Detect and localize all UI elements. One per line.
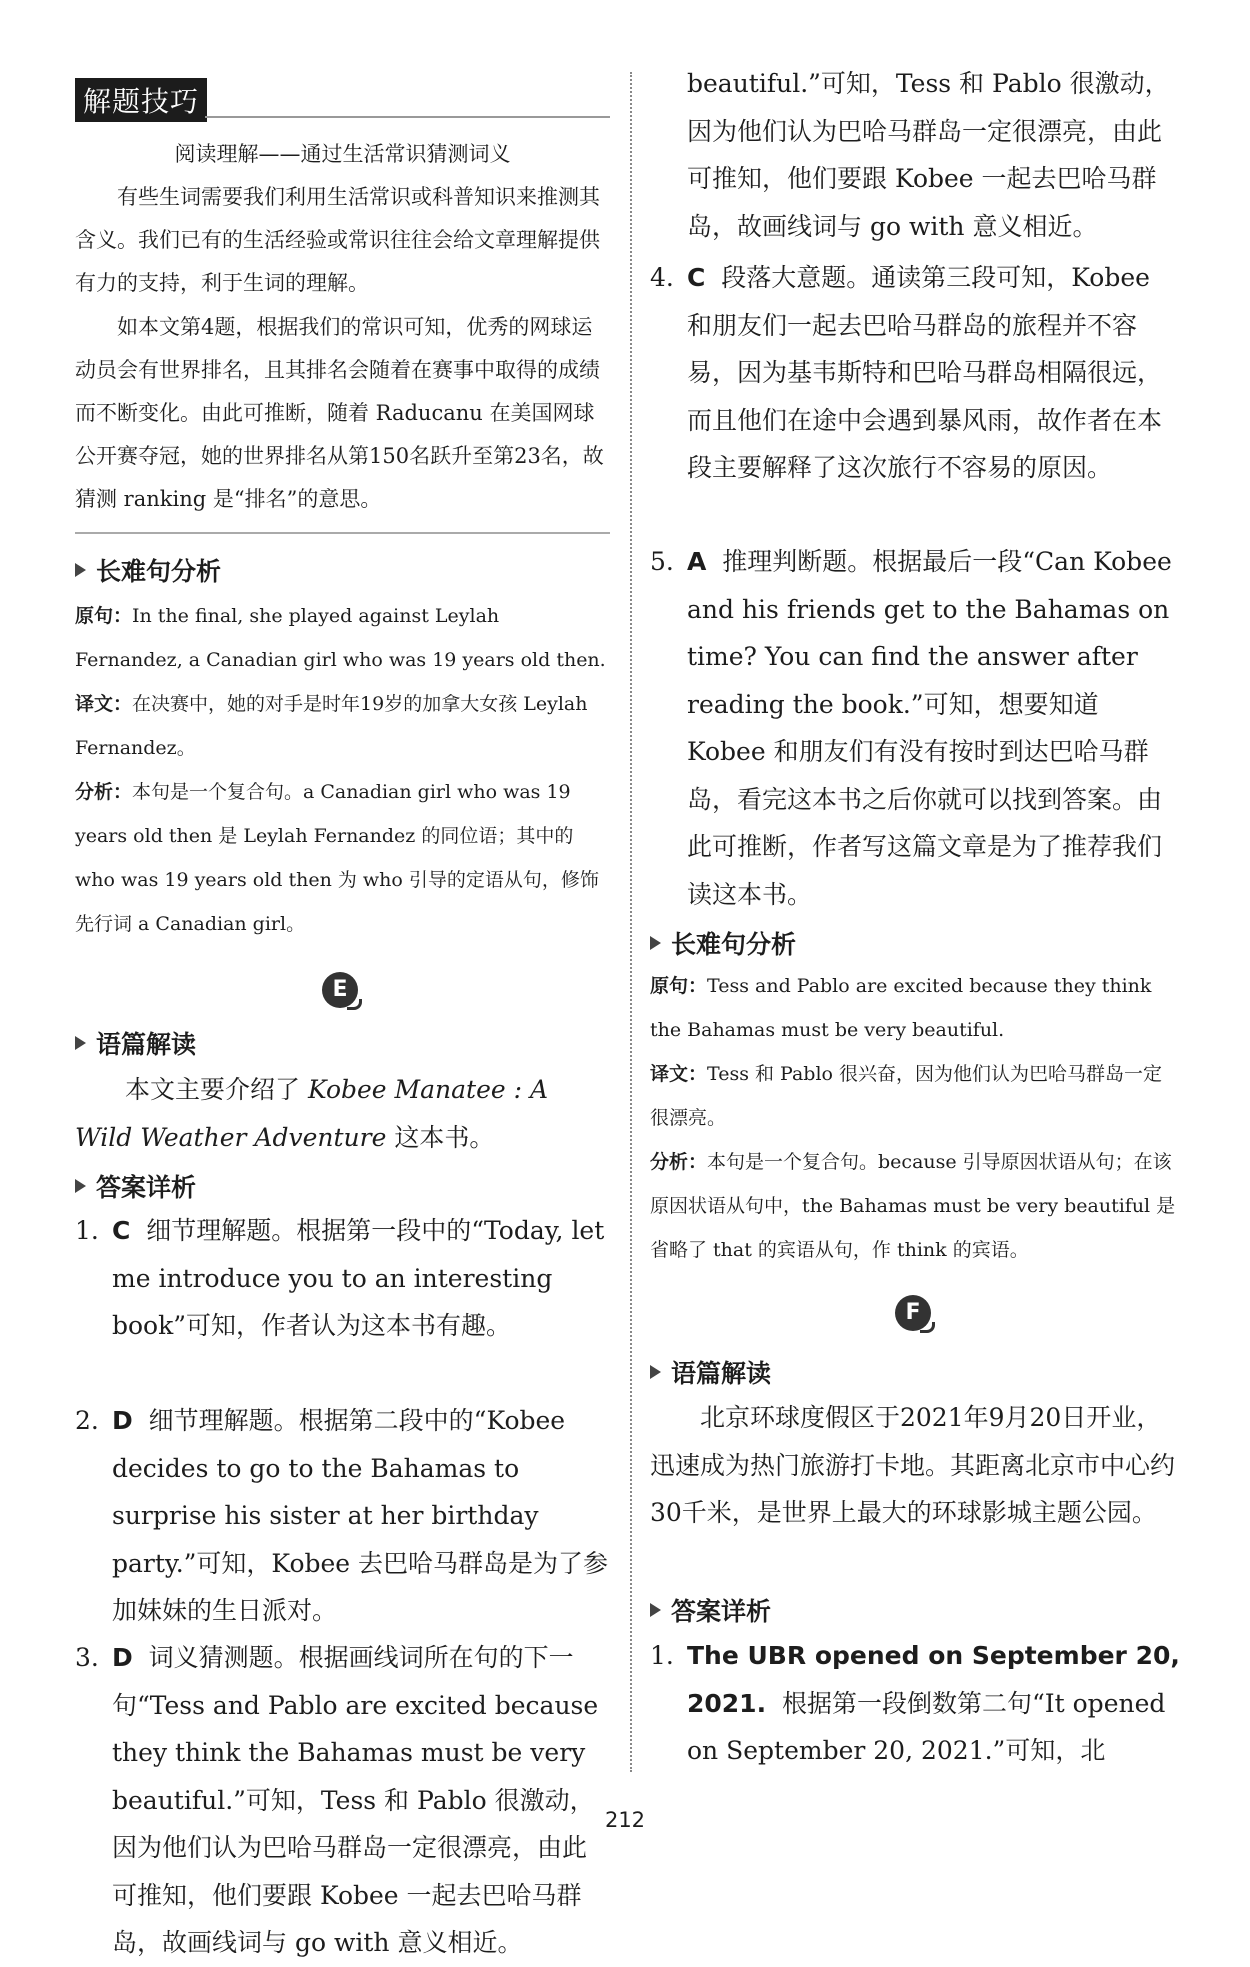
f-reading-heading: 语篇解读	[650, 1354, 771, 1390]
tip-header	[75, 78, 610, 122]
passage-e-badge: E	[322, 972, 358, 1008]
tip-paragraph-2: 如本文第4题，根据我们的常识可知，优秀的网球运动员会有世界排名，且其排名会随着在赛事中取得的成绩而不断变化。由此可推断，随着 Raducanu 在美国网球公开赛夺冠，她的世界排名从第150名跃升至第23名，故猜测 ranking 是“排名”的意思。	[75, 315, 604, 511]
e-answers-heading: 答案详析	[75, 1168, 196, 1204]
answer-item: 1. C 细节理解题。根据第一段中的“Today, let me introduce you to an interesting book”可知，作者认为这本书有趣。	[75, 1216, 605, 1340]
tip-paragraph-1: 有些生词需要我们利用生活常识或科普知识来推测其含义。我们已有的生活经验或常识往往会给文章理解提供有力的支持，利于生词的理解。	[75, 185, 600, 295]
book-title: Kobee Manatee : A Wild Weather Adventure	[75, 1075, 549, 1152]
answer-item: 3. D 词义猜测题。根据画线词所在句的下一句“Tess and Pablo are excited because they think the Bahamas must be very beautiful.”可知，Tess 和 Pablo 很激动，因为他们认为巴哈马群岛一定很漂亮，由此可推知，他们要跟 Kobee 一起去巴哈马群岛，故画线词与 go with 意义相近。	[75, 1643, 599, 1957]
answer-item-continued: beautiful.”可知，Tess 和 Pablo 很激动，因为他们认为巴哈马群岛一定很漂亮，由此可推知，他们要跟 Kobee 一起去巴哈马群岛，故画线词与 go with 意义相近。	[687, 69, 1170, 241]
right-translation: 译文：Tess 和 Pablo 很兴奋，因为他们认为巴哈马群岛一定很漂亮。	[650, 1063, 1163, 1129]
right-analysis: 分析：本句是一个复合句。because 引导原因状语从句；在该原因状语从句中，the Bahamas must be very beautiful 是省略了 that 的宾语从句，作 think 的宾语。	[650, 1151, 1176, 1261]
tip-label: 解题技巧	[75, 78, 207, 122]
f-reading-text: 北京环球度假区于2021年9月20日开业，迅速成为热门旅游打卡地。其距离北京市中心约30千米，是世界上最大的环球影城主题公园。	[650, 1403, 1176, 1527]
left-analysis: 分析：本句是一个复合句。a Canadian girl who was 19 years old then 是 Leylah Fernandez 的同位语；其中的 who was 19 years old then 为 who 引导的定语从句，修饰先行词 a Canadian girl。	[75, 781, 599, 935]
page-number: 212	[604, 1808, 646, 1832]
answer-item: 2. D 细节理解题。根据第二段中的“Kobee decides to go to the Bahamas to surprise his sister at her birthday party.”可知，Kobee 去巴哈马群岛是为了参加妹妹的生日派对。	[75, 1406, 609, 1625]
tip-bottom-rule	[75, 532, 610, 534]
answer-item: 5. A 推理判断题。根据最后一段“Can Kobee and his friends get to the Bahamas on time? You can find the answer after reading the book.”可知，想要知道 Kobee 和朋友们有没有按时到达巴哈马群岛，看完这本书之后你就可以找到答案。由此可推断，作者写这篇文章是为了推荐我们读这本书。	[650, 547, 1172, 909]
section-arrow-icon	[650, 1603, 661, 1617]
section-arrow-icon	[650, 1365, 661, 1379]
column-divider	[630, 72, 632, 1772]
right-sentence-heading: 长难句分析	[650, 925, 796, 961]
answer-item: 4. C 段落大意题。通读第三段可知，Kobee 和朋友们一起去巴哈马群岛的旅程并不容易，因为基韦斯特和巴哈马群岛相隔很远，而且他们在途中会遇到暴风雨，故作者在本段主要解释了这次旅行不容易的原因。	[650, 263, 1163, 482]
tip-subtitle: 阅读理解——通过生活常识猜测词义	[174, 142, 511, 166]
answer-item: 1. The UBR opened on September 20, 2021. 根据第一段倒数第二句“It opened on September 20, 2021.”可知，北	[650, 1641, 1180, 1765]
f-answers-heading: 答案详析	[650, 1592, 771, 1628]
section-arrow-icon	[75, 1179, 86, 1193]
section-arrow-icon	[650, 936, 661, 950]
passage-f-badge: F	[895, 1295, 931, 1331]
section-arrow-icon	[75, 1036, 86, 1050]
e-reading-text: 本文主要介绍了 Kobee Manatee : A Wild Weather Adventure 这本书。	[75, 1075, 549, 1152]
tip-rule	[205, 116, 610, 118]
left-original-sentence: 原句：In the final, she played against Leylah Fernandez, a Canadian girl who was 19 years old then.	[75, 605, 606, 671]
e-reading-heading: 语篇解读	[75, 1025, 196, 1061]
right-original-sentence: 原句：Tess and Pablo are excited because they think the Bahamas must be very beautiful.	[650, 975, 1152, 1041]
left-translation: 译文：在决赛中，她的对手是时年19岁的加拿大女孩 Leylah Fernandez。	[75, 693, 588, 759]
section-arrow-icon	[75, 563, 86, 577]
left-sentence-heading: 长难句分析	[75, 552, 221, 588]
